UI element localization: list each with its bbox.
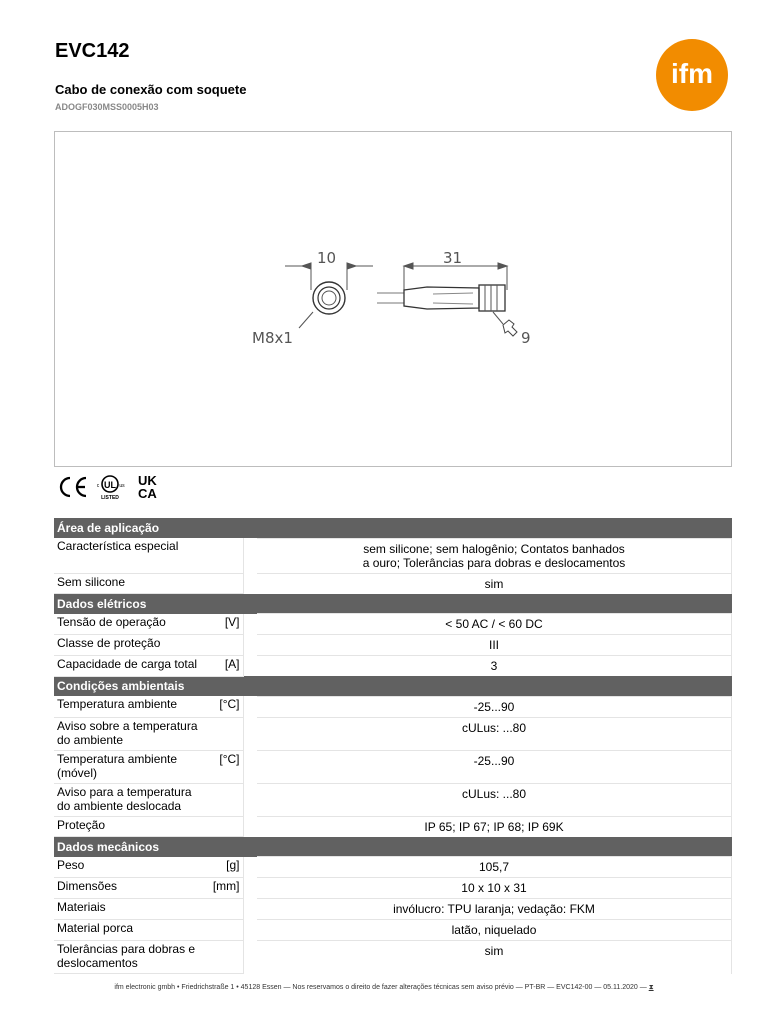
spec-gap xyxy=(243,899,257,920)
spec-value xyxy=(257,899,732,920)
svg-text:us: us xyxy=(119,483,125,489)
spec-value xyxy=(257,656,732,677)
spec-row xyxy=(54,538,732,573)
logo-text: ifm xyxy=(671,58,713,89)
spec-value-line: 10 x 10 x 31 xyxy=(461,881,527,895)
spec-value-line: cULus: ...80 xyxy=(461,720,527,735)
spec-gap xyxy=(243,878,257,899)
product-title: EVC142 xyxy=(55,40,130,62)
spec-gap xyxy=(243,750,257,783)
spec-label: Material porca xyxy=(54,920,210,941)
spec-value xyxy=(257,614,732,635)
spec-unit: [°C] xyxy=(210,696,243,717)
spec-value xyxy=(257,941,732,974)
specifications-table xyxy=(54,518,732,974)
spec-value-line: -25...90 xyxy=(473,699,515,714)
spec-unit: [A] xyxy=(210,656,243,677)
spec-gap xyxy=(243,573,257,594)
spec-value xyxy=(257,696,732,717)
svg-text:CA: CA xyxy=(138,486,157,501)
spec-value xyxy=(257,920,732,941)
spec-value xyxy=(257,573,732,594)
section-header xyxy=(54,676,732,696)
spec-label: Tolerâncias para dobras e deslocamentos xyxy=(54,941,210,974)
ukca-mark-icon xyxy=(138,473,157,501)
spec-unit: [°C] xyxy=(210,750,243,783)
spec-value-line: sem silicone; sem halogênio; Contatos banhados xyxy=(363,541,625,556)
spec-label: Tensão de operação xyxy=(54,614,210,635)
spec-unit: [V] xyxy=(210,614,243,635)
spec-label: Proteção xyxy=(54,816,210,837)
spec-label: Dimensões xyxy=(54,878,210,899)
spec-row xyxy=(54,573,732,594)
svg-text:c: c xyxy=(96,483,100,489)
spec-label: Característica especial xyxy=(54,538,210,573)
spec-value xyxy=(257,538,732,573)
spec-unit xyxy=(210,573,243,594)
spec-row xyxy=(54,717,732,750)
spec-row xyxy=(54,783,732,816)
spec-unit: [mm] xyxy=(210,878,243,899)
spec-value xyxy=(257,816,732,837)
spec-gap xyxy=(243,783,257,816)
spec-unit xyxy=(210,899,243,920)
dimension-drawing-frame xyxy=(54,131,732,467)
spec-value-line: < 50 AC / < 60 DC xyxy=(445,617,543,631)
spec-label: Aviso para a temperatura do ambiente deslocada xyxy=(54,783,210,816)
spec-gap xyxy=(243,920,257,941)
spec-unit: [g] xyxy=(210,857,243,878)
svg-text:UK: UK xyxy=(138,473,157,488)
footer xyxy=(0,984,768,992)
spec-gap xyxy=(243,696,257,717)
spec-value-line: a ouro; Tolerâncias para dobras e deslocamentos xyxy=(362,555,626,570)
spec-label: Capacidade de carga total xyxy=(54,656,210,677)
spec-row xyxy=(54,696,732,717)
spec-unit xyxy=(210,783,243,816)
thread-label: M8x1 xyxy=(252,329,293,347)
spec-value-line: 3 xyxy=(490,659,498,673)
spec-value-line: III xyxy=(488,638,499,652)
wrench-size-label: 9 xyxy=(521,329,531,347)
spec-gap xyxy=(243,614,257,635)
ifm-logo xyxy=(655,38,729,112)
spec-row xyxy=(54,899,732,920)
spec-unit xyxy=(210,538,243,573)
spec-value xyxy=(257,635,732,656)
svg-text:LISTED: LISTED xyxy=(101,495,119,501)
spec-gap xyxy=(243,816,257,837)
spec-value xyxy=(257,878,732,899)
spec-value-line: cULus: ...80 xyxy=(461,786,527,801)
spec-unit xyxy=(210,920,243,941)
section-header xyxy=(54,594,732,614)
spec-value-line: IP 65; IP 67; IP 68; IP 69K xyxy=(424,819,564,834)
section-title: Condições ambientais xyxy=(54,676,732,696)
product-subtitle: Cabo de conexão com soquete xyxy=(55,82,247,97)
section-title: Área de aplicação xyxy=(54,518,732,538)
hourglass-icon: ⧗ xyxy=(648,984,654,991)
spec-label: Temperatura ambiente xyxy=(54,696,210,717)
spec-label: Peso xyxy=(54,857,210,878)
footer-text: ifm electronic gmbh • Friedrichstraße 1 • 45128 Essen — Nos reservamos o direito de fazer alterações técnicas sem aviso prévio — PT-BR — EVC142-00 — 05.11.2020 — xyxy=(114,984,647,991)
spec-unit xyxy=(210,816,243,837)
spec-gap xyxy=(243,635,257,656)
spec-label: Aviso sobre a temperatura do ambiente xyxy=(54,717,210,750)
dim-length-label: 31 xyxy=(443,249,463,267)
spec-value-line: invólucro: TPU laranja; vedação: FKM xyxy=(393,902,595,916)
spec-value-line: sim xyxy=(484,576,504,591)
spec-label: Temperatura ambiente (móvel) xyxy=(54,750,210,783)
spec-unit xyxy=(210,635,243,656)
spec-value xyxy=(257,717,732,750)
spec-row xyxy=(54,878,732,899)
spec-row xyxy=(54,941,732,974)
section-title: Dados mecânicos xyxy=(54,837,732,857)
spec-row xyxy=(54,920,732,941)
spec-row xyxy=(54,816,732,837)
spec-label: Sem silicone xyxy=(54,573,210,594)
spec-row xyxy=(54,750,732,783)
spec-label: Classe de proteção xyxy=(54,635,210,656)
spec-gap xyxy=(243,538,257,573)
spec-value-line: -25...90 xyxy=(473,753,515,768)
dimension-drawing xyxy=(55,132,733,468)
spec-unit xyxy=(210,717,243,750)
section-header xyxy=(54,837,732,857)
spec-value xyxy=(257,750,732,783)
spec-value-line: sim xyxy=(484,944,504,958)
spec-value-line: 105,7 xyxy=(478,860,510,874)
spec-row xyxy=(54,656,732,677)
spec-gap xyxy=(243,717,257,750)
ce-mark-icon xyxy=(61,478,86,496)
spec-row xyxy=(54,614,732,635)
spec-row xyxy=(54,857,732,878)
spec-gap xyxy=(243,941,257,974)
spec-value xyxy=(257,783,732,816)
article-number: ADOGF030MSS0005H03 xyxy=(55,102,159,112)
spec-row xyxy=(54,635,732,656)
section-title: Dados elétricos xyxy=(54,594,732,614)
spec-value xyxy=(257,857,732,878)
certification-marks xyxy=(56,470,168,504)
spec-value-line: latão, niquelado xyxy=(451,923,537,937)
culus-listed-mark-icon xyxy=(97,476,125,501)
spec-gap xyxy=(243,656,257,677)
section-header xyxy=(54,518,732,538)
spec-label: Materiais xyxy=(54,899,210,920)
svg-text:UL: UL xyxy=(104,480,116,490)
dim-front-label: 10 xyxy=(317,249,337,267)
spec-unit xyxy=(210,941,243,974)
spec-gap xyxy=(243,857,257,878)
